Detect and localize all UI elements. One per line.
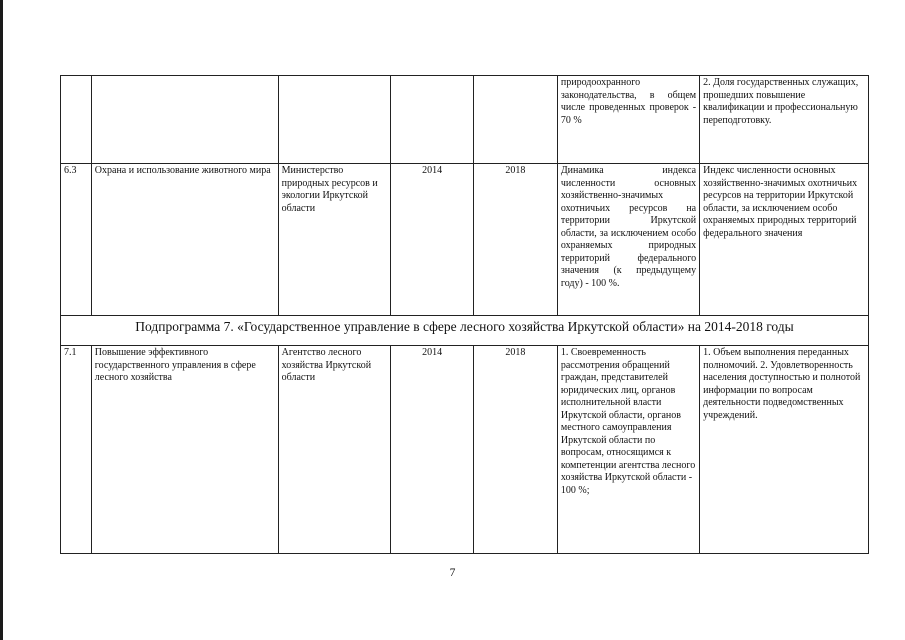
end-year-cell <box>473 76 557 164</box>
scan-border-edge <box>0 0 3 640</box>
start-year-cell <box>391 76 474 164</box>
indicator-cell: 2. Доля государственных служащих, прошедших повышение квалификации и профессиональную переподготовку. <box>700 76 869 164</box>
program-activities-table <box>60 75 869 554</box>
row-number-cell: 7.1 <box>61 346 92 554</box>
indicator-cell: Индекс численности основных хозяйственно-значимых охотничьих ресурсов на территории Иркутской области, за исключением особо охраняемых природных территорий федерального значения <box>700 164 869 316</box>
page-number: 7 <box>449 567 456 579</box>
table-row <box>61 346 869 554</box>
indicator-cell: 1. Объем выполнения переданных полномочий. 2. Удовлетворенность населения доступностью и полнотой информации по вопросам деятельности подведомственных учреждений. <box>700 346 869 554</box>
responsible-cell: Агентство лесного хозяйства Иркутской области <box>278 346 391 554</box>
end-year-cell: 2018 <box>473 346 557 554</box>
expected-result-cell: 1. Своевременность рассмотрения обращений граждан, представителей юридических лиц, органов исполнительной власти Иркутской области, органов местного самоуправления Иркутской области по вопросам, относящимся к компетенции агентства лесного хозяйства Иркутской области - 100 %; <box>557 346 699 554</box>
end-year-cell: 2018 <box>473 164 557 316</box>
start-year-cell: 2014 <box>391 164 474 316</box>
activity-name-cell: Повышение эффективного государственного управления в сфере лесного хозяйства <box>91 346 278 554</box>
row-number-cell <box>61 76 92 164</box>
subprogram-header-row <box>61 316 869 346</box>
responsible-cell <box>278 76 391 164</box>
row-number-cell: 6.3 <box>61 164 92 316</box>
activity-name-cell: Охрана и использование животного мира <box>91 164 278 316</box>
responsible-cell: Министерство природных ресурсов и экологии Иркутской области <box>278 164 391 316</box>
activity-name-cell <box>91 76 278 164</box>
expected-result-cell: Динамика индекса численности основных хозяйственно-значимых охотничьих ресурсов на территории Иркутской области, за исключением особо охраняемых природных территорий федерального значения (к предыдущему году) - 100 %. <box>557 164 699 316</box>
table-row <box>61 76 869 164</box>
start-year-cell: 2014 <box>391 346 474 554</box>
subprogram-title: Подпрограмма 7. «Государственное управление в сфере лесного хозяйства Иркутской области» на 2014-2018 годы <box>61 316 869 346</box>
table-row <box>61 164 869 316</box>
expected-result-cell: природоохранного законодательства, в общем числе проведенных проверок - 70 % <box>557 76 699 164</box>
